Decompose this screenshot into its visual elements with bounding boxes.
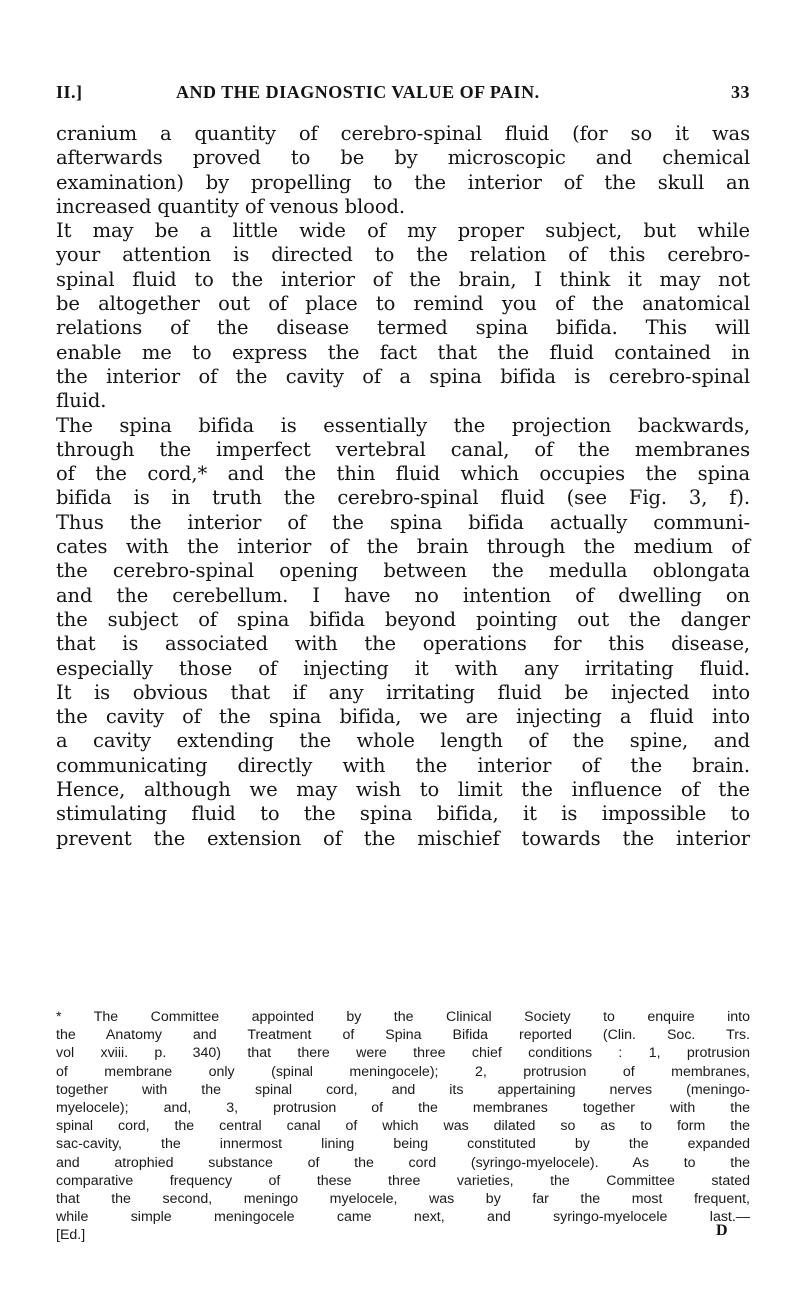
- footnote-line: * The Committee appointed by the Clinical Society to enquire into: [56, 1009, 750, 1025]
- text-line: stimulating fluid to the spina bifida, it is impossible to: [56, 802, 750, 826]
- footnote-line: the Anatomy and Treatment of Spina Bifida reported (Clin. Soc. Trs.: [56, 1027, 750, 1044]
- text-line: Hence, although we may wish to limit the influence of the: [56, 778, 750, 802]
- text-line: a cavity extending the whole length of the spine, and: [56, 729, 750, 753]
- footnote-line: vol xviii. p. 340) that there were three chief conditions : 1, protrusion: [56, 1045, 750, 1062]
- text-line: prevent the extension of the mischief towards the interior: [56, 826, 750, 850]
- text-line: and the cerebellum. I have no intention of dwelling on: [56, 583, 750, 607]
- footnote-line: of membrane only (spinal meningocele); 2, protrusion of membranes,: [56, 1063, 750, 1080]
- text-line: through the imperfect vertebral canal, of the membranes: [56, 437, 750, 461]
- footnote-line: comparative frequency of these three varieties, the Committee stated: [56, 1172, 750, 1189]
- footnote: [56, 1008, 750, 1244]
- footnote-line: myelocele); and, 3, protrusion of the membranes together with the: [56, 1099, 750, 1116]
- page-number: 33: [731, 82, 750, 102]
- footnote-line: while simple meningocele came next, and syringo-myelocele last.—: [56, 1209, 750, 1226]
- text-line: that is associated with the operations for this disease,: [56, 632, 750, 656]
- running-head: [56, 82, 750, 108]
- text-line: It may be a little wide of my proper subject, but while: [56, 219, 750, 243]
- footnote-line: and atrophied substance of the cord (syringo-myelocele). As to the: [56, 1154, 750, 1171]
- text-line: The spina bifida is essentially the projection backwards,: [56, 413, 750, 437]
- text-line: increased quantity of venous blood.: [56, 194, 405, 218]
- signature-mark: D: [716, 1222, 728, 1239]
- text-line: the subject of spina bifida beyond pointing out the danger: [56, 607, 750, 631]
- text-line: spinal fluid to the interior of the brain, I think it may not: [56, 267, 750, 291]
- text-line: Thus the interior of the spina bifida actually communi-: [56, 510, 750, 534]
- running-title: AND THE DIAGNOSTIC VALUE OF PAIN.: [176, 82, 540, 102]
- chapter-marker: II.]: [56, 82, 83, 102]
- text-line: It is obvious that if any irritating fluid be injected into: [56, 680, 750, 704]
- text-line: communicating directly with the interior of the brain.: [56, 753, 750, 777]
- text-line: cranium a quantity of cerebro-spinal fluid (for so it was: [56, 122, 750, 145]
- text-line: especially those of injecting it with any irritating fluid.: [56, 656, 750, 680]
- text-line: the interior of the cavity of a spina bifida is cerebro-spinal: [56, 364, 750, 388]
- body-text: [56, 122, 750, 851]
- text-line: the cavity of the spina bifida, we are injecting a fluid into: [56, 705, 750, 729]
- footnote-line: [Ed.]: [56, 1227, 86, 1244]
- text-line: be altogether out of place to remind you of the anatomical: [56, 292, 750, 316]
- text-line: examination) by propelling to the interior of the skull an: [56, 170, 750, 194]
- text-line: your attention is directed to the relation of this cerebro-: [56, 243, 750, 267]
- text-line: relations of the disease termed spina bifida. This will: [56, 316, 750, 340]
- footnote-line: together with the spinal cord, and its appertaining nerves (meningo-: [56, 1081, 750, 1098]
- text-line: the cerebro-spinal opening between the medulla oblongata: [56, 559, 750, 583]
- text-line: cates with the interior of the brain through the medium of: [56, 535, 750, 559]
- text-line: afterwards proved to be by microscopic and chemical: [56, 146, 750, 170]
- footnote-line: spinal cord, the central canal of which was dilated so as to form the: [56, 1118, 750, 1135]
- text-line: fluid.: [56, 389, 107, 413]
- text-line: bifida is in truth the cerebro-spinal fluid (see Fig. 3, f).: [56, 486, 750, 510]
- footnote-line: that the second, meningo myelocele, was by far the most frequent,: [56, 1190, 750, 1207]
- text-line: of the cord,* and the thin fluid which occupies the spina: [56, 462, 750, 486]
- footnote-line: sac-cavity, the innermost lining being constituted by the expanded: [56, 1136, 750, 1153]
- text-line: enable me to express the fact that the fluid contained in: [56, 340, 750, 364]
